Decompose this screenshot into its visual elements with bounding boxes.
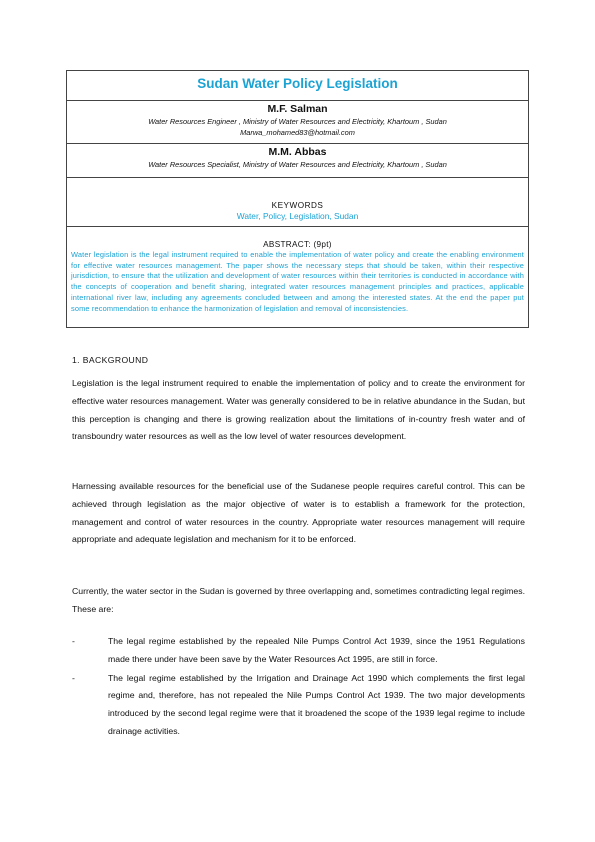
author-name-2: M.M. Abbas	[268, 146, 327, 158]
author-affiliation-2: Water Resources Specialist, Ministry of Water Resources and Electricity, Khartoum , Sudan	[148, 160, 447, 169]
bullet-marker: -	[72, 672, 75, 683]
section-heading: 1. BACKGROUND	[72, 355, 149, 365]
abstract-text: Water legislation is the legal instrument required to enable the implementation of water policy and create the enabling environment for effective water resources management. The paper shows the necessary steps that should be taken, within their respective jurisdiction, to ensure that the utilization and development of water resources within their territories is conducted in accordance with the concepts of cooperation and benefit sharing, integrated water resources management principles and practices, applicable international river law, including any agreements concluded between and among the interested states. At the end the paper put some recommendation to enhance the harmonization of legislation and removal of inconsistencies.	[71, 250, 524, 313]
keywords-heading: KEYWORDS	[271, 201, 324, 210]
abstract-heading: ABSTRACT: (9pt)	[263, 240, 332, 249]
title-cell	[67, 71, 529, 101]
bullet-marker: -	[72, 636, 75, 646]
bullet-list	[72, 633, 525, 742]
paper-title: Sudan Water Policy Legislation	[197, 76, 398, 91]
paper-header-table	[66, 70, 529, 328]
bullet-text: The legal regime established by the Irrigation and Drainage Act 1990 which complements the first legal regime and, therefore, has not repealed the Nile Pumps Control Act 1939. The two major developments introduced by the second legal regime were that it broadened the scope of the 1939 legal regime to include drainage activities.	[108, 672, 525, 736]
author-email-1: Marwa_mohamed83@hotmail.com	[240, 128, 355, 137]
list-item	[72, 670, 525, 741]
author-cell-1	[67, 101, 529, 144]
paragraph-3: Currently, the water sector in the Sudan is governed by three overlapping and, sometimes contradicting legal regimes. These are:	[72, 586, 525, 614]
keywords-cell	[67, 178, 529, 227]
bullet-text: The legal regime established by the repealed Nile Pumps Control Act 1939, since the 1951 Regulations made there under have been save by the Water Resources Act 1995, are still in force.	[108, 636, 525, 664]
paragraph-1: Legislation is the legal instrument required to enable the implementation of policy and to create the environment for effective water resources management. Water was generally considered to be in relative abundance in the Sudan, but this perception is changing and there is growing realization about the limitations of in-country fresh water and of transboundry water resources as well as the low level of water resources development.	[72, 378, 525, 442]
author-affiliation-1: Water Resources Engineer , Ministry of Water Resources and Electricity, Khartoum , Sudan	[148, 117, 447, 126]
author-cell-2	[67, 144, 529, 178]
author-name-1: M.F. Salman	[267, 103, 328, 115]
list-item	[72, 633, 525, 669]
abstract-cell	[67, 227, 529, 328]
keywords-text: Water, Policy, Legislation, Sudan	[236, 211, 359, 221]
paragraph-2: Harnessing available resources for the beneficial use of the Sudanese people requires careful control. This can be achieved through legislation as the major objective of water is to establish a framework for the protection, management and control of water resources in the country. Appropriate water resources management will require appropriate and adequate legislation and mechanism for it to be enforced.	[72, 481, 525, 545]
